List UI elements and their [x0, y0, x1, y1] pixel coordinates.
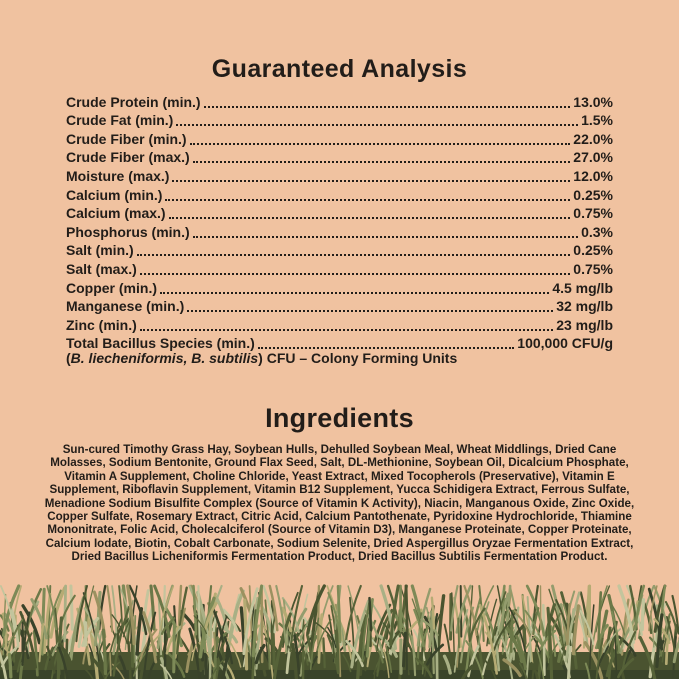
table-row: [66, 259, 613, 278]
analysis-label: Copper (min.): [66, 279, 157, 296]
ingredients-text: Sun-cured Timothy Grass Hay, Soybean Hulls, Dehulled Soybean Meal, Wheat Middlings, Dried Cane Molasses, Sodium Bentonite, Ground Flax Seed, Salt, DL-Methionine, Soybean Oil, Dicalcium Phosphate, Vitamin A Supplement, Choline Chloride, Yeast Extract, Mixed Tocopherols (Preservative), Vitamin E Supplement, Riboflavin Supplement, Vitamin B12 Supplement, Yucca Schidigera Extract, Ferrous Sulfate, Menadione Sodium Bisulfite Complex (Source of Vitamin K Activity), Niacin, Manganous Oxide, Zinc Oxide, Copper Sulfate, Rosemary Extract, Citric Acid, Calcium Pantothenate, Pyridoxine Hydrochloride, Thiamine Mononitrate, Folic Acid, Cholecalciferol (Source of Vitamin D3), Manganese Proteinate, Copper Proteinate, Calcium Iodate, Biotin, Cobalt Carbonate, Sodium Selenite, Dried Aspergillus Oryzae Fermentation Extract, Dried Bacillus Licheniformis Fermentation Product, Dried Bacillus Subtilis Fermentation Product.: [44, 443, 635, 564]
analysis-label: Total Bacillus Species (min.): [66, 335, 255, 352]
dot-leader: [258, 347, 514, 349]
analysis-label: Moisture (max.): [66, 167, 170, 184]
analysis-label: Calcium (max.): [66, 205, 166, 222]
dot-leader: [169, 217, 571, 219]
table-row: [66, 278, 613, 297]
analysis-label: Zinc (min.): [66, 316, 137, 333]
analysis-value: 32 mg/lb: [556, 298, 613, 315]
guaranteed-analysis-title: Guaranteed Analysis: [211, 55, 468, 83]
analysis-value: 13.0%: [573, 93, 613, 110]
dot-leader: [140, 329, 553, 331]
table-row: [66, 204, 613, 223]
analysis-label: Salt (min.): [66, 242, 134, 259]
dot-leader: [193, 236, 578, 238]
analysis-value: 27.0%: [573, 149, 613, 166]
dot-leader: [187, 310, 553, 312]
table-row: [66, 166, 613, 185]
analysis-value: 0.3%: [581, 223, 613, 240]
table-row: [66, 185, 613, 204]
table-row: [66, 297, 613, 316]
analysis-value: 0.25%: [573, 242, 613, 259]
cfu-footnote: [66, 350, 613, 366]
analysis-label: Crude Protein (min.): [66, 93, 201, 110]
analysis-label: Crude Fiber (min.): [66, 130, 187, 147]
dot-leader: [172, 180, 570, 182]
footnote-species: B. liecheniformis, B. subtilis: [70, 350, 259, 366]
table-row: [66, 92, 613, 111]
dot-leader: [165, 199, 570, 201]
table-row: [66, 129, 613, 148]
analysis-value: 100,000 CFU/g: [517, 335, 613, 352]
dot-leader: [176, 124, 578, 126]
analysis-label: Salt (max.): [66, 260, 137, 277]
table-row: [66, 222, 613, 241]
analysis-label: Phosphorus (min.): [66, 223, 190, 240]
table-row: [66, 241, 613, 260]
footnote-suffix: ) CFU – Colony Forming Units: [258, 350, 458, 366]
table-row: [66, 148, 613, 167]
ingredients-title: Ingredients: [265, 403, 414, 433]
analysis-value: 0.75%: [573, 260, 613, 277]
footnote-prefix: (: [66, 350, 71, 366]
dot-leader: [137, 254, 571, 256]
analysis-value: 0.75%: [573, 205, 613, 222]
table-row: [66, 111, 613, 130]
analysis-value: 4.5 mg/lb: [552, 279, 613, 296]
analysis-value: 22.0%: [573, 130, 613, 147]
dot-leader: [160, 292, 549, 294]
analysis-label: Calcium (min.): [66, 186, 163, 203]
grass-photo-band: [0, 584, 679, 679]
analysis-value: 0.25%: [573, 186, 613, 203]
grass-illustration: [0, 584, 679, 679]
analysis-label: Manganese (min.): [66, 298, 185, 315]
dot-leader: [204, 106, 571, 108]
dot-leader: [190, 143, 571, 145]
table-row: [66, 315, 613, 334]
analysis-value: 1.5%: [581, 112, 613, 129]
analysis-label: Crude Fat (min.): [66, 112, 174, 129]
analysis-value: 12.0%: [573, 167, 613, 184]
dot-leader: [193, 161, 571, 163]
guaranteed-analysis-table: [66, 92, 613, 352]
analysis-value: 23 mg/lb: [556, 316, 613, 333]
dot-leader: [140, 273, 570, 275]
analysis-label: Crude Fiber (max.): [66, 149, 190, 166]
